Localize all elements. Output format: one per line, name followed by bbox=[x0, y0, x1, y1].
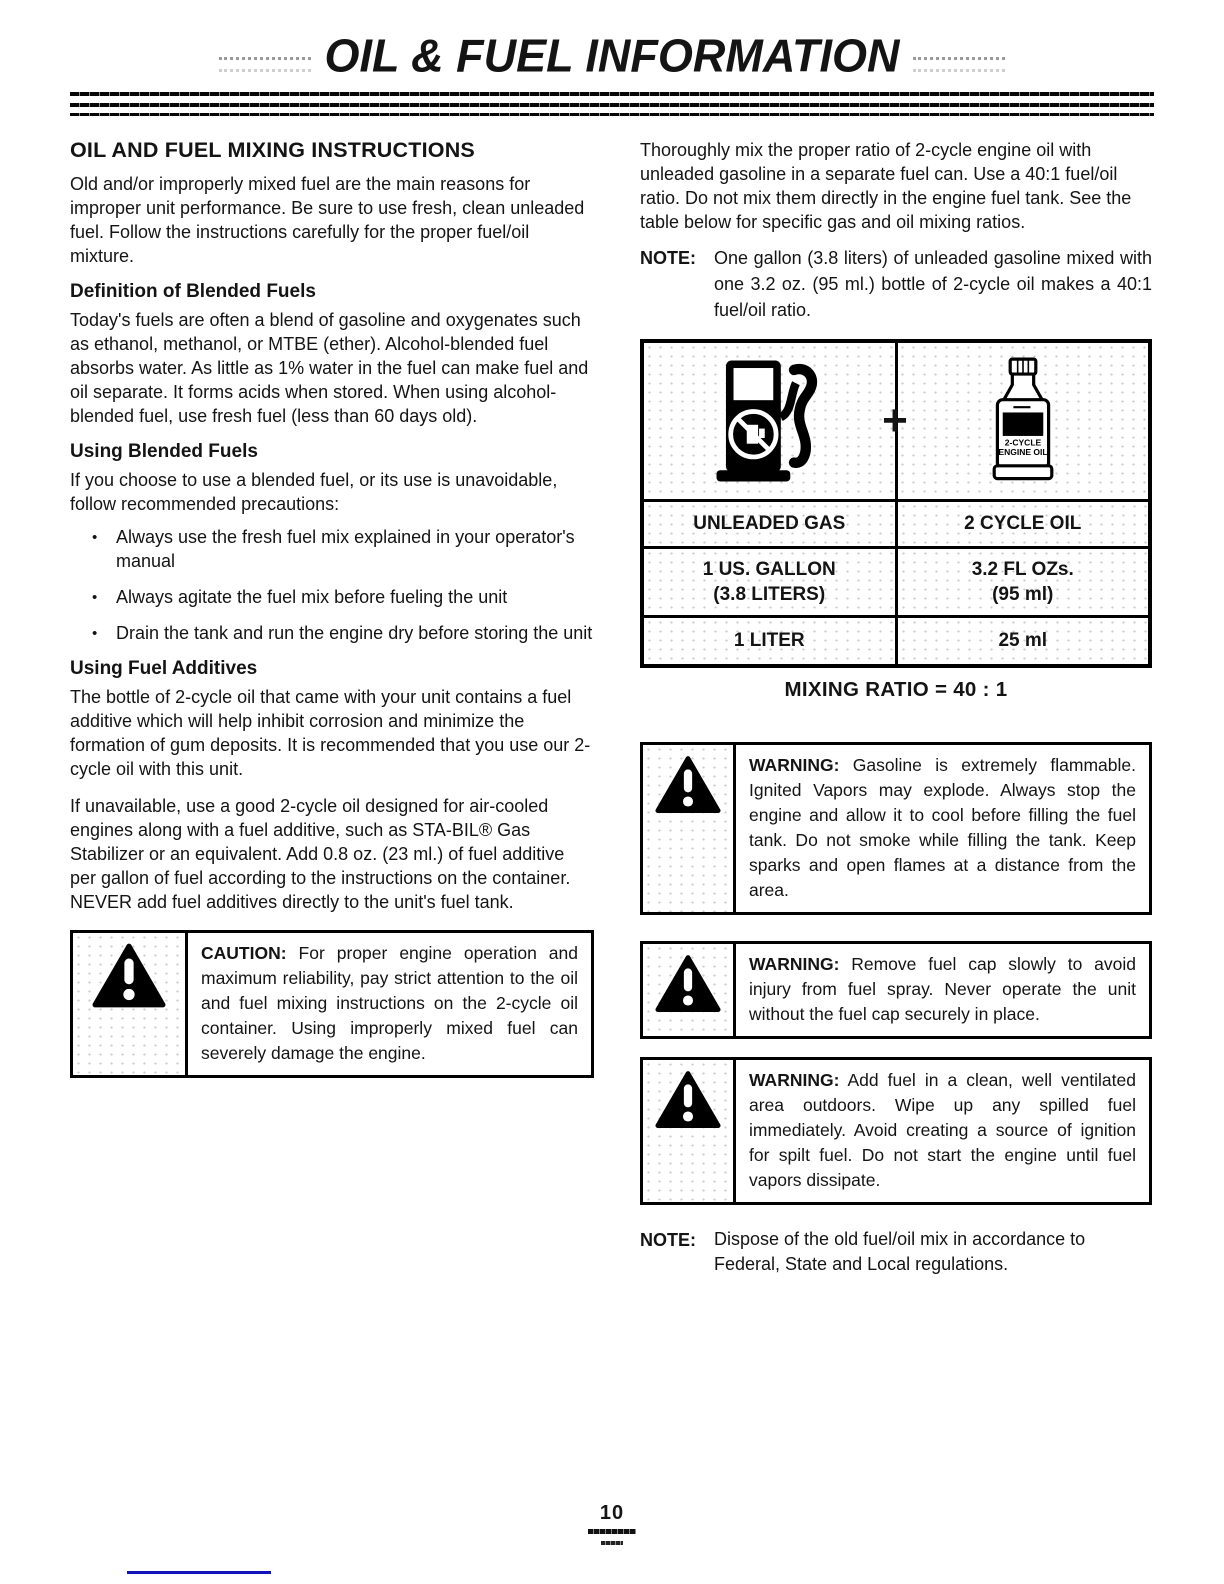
note-label: NOTE: bbox=[640, 1230, 696, 1250]
warning-triangle-icon bbox=[643, 944, 736, 1036]
table-image-row bbox=[644, 343, 1148, 499]
warning-triangle-icon bbox=[643, 1060, 736, 1202]
list-item: • Always use the fresh fuel mix explained in your operator's manual bbox=[70, 525, 594, 573]
header-rules bbox=[70, 92, 1154, 116]
subheading-definition-blended-fuels: Definition of Blended Fuels bbox=[70, 281, 316, 302]
warning-text: WARNING: Remove fuel cap slowly to avoid injury from fuel spray. Never operate the unit without the fuel cap securely in place. bbox=[749, 954, 1136, 1024]
subheading-using-fuel-additives: Using Fuel Additives bbox=[70, 658, 258, 679]
note-block-ratio bbox=[640, 245, 1152, 323]
table-header-row bbox=[644, 499, 1148, 546]
warning-text: WARNING: Add fuel in a clean, well ventilated area outdoors. Wipe up any spilled fuel immediately. Avoid creating a source of ignition for spilt fuel. Do not start the engine until fuel vapors dissipate. bbox=[749, 1070, 1136, 1190]
svg-text:2-CYCLE: 2-CYCLE bbox=[1004, 437, 1041, 448]
caution-text: CAUTION: For proper engine operation and maximum reliability, pay strict attention to the oil and fuel mixing instructions on the 2-cycle oil container. Using improperly mixed fuel can severely damage the engine. bbox=[201, 943, 578, 1063]
intro-paragraph: Old and/or improperly mixed fuel are the main reasons for improper unit performance. Be sure to use fresh, clean unleaded fuel. Follow the instructions carefully for the proper fuel/oil mixture. bbox=[70, 174, 585, 266]
warning-box-flammable bbox=[640, 742, 1152, 915]
blended-fuels-paragraph: If you choose to use a blended fuel, or its use is unavoidable, follow recommended precautions: bbox=[70, 470, 558, 514]
note-text: One gallon (3.8 liters) of unleaded gasoline mixed with one 3.2 oz. (95 ml.) bottle of 2-cycle oil makes a 40:1 fuel/oil ratio. bbox=[714, 248, 1152, 320]
page-footer bbox=[0, 1502, 1224, 1545]
cell-oil-ounces: 3.2 FL OZs. (95 ml) bbox=[898, 549, 1149, 615]
cell-gas-gallon: 1 US. GALLON (3.8 LITERS) bbox=[644, 549, 898, 615]
caution-label: CAUTION: bbox=[201, 943, 287, 963]
svg-text:ENGINE OIL: ENGINE OIL bbox=[998, 447, 1048, 458]
page-title: OIL & FUEL INFORMATION bbox=[324, 28, 900, 83]
table-row-liter bbox=[644, 615, 1148, 664]
precautions-list bbox=[70, 525, 594, 645]
page-number-dash bbox=[601, 1541, 623, 1545]
note-label: NOTE: bbox=[640, 248, 696, 268]
note-block-disposal bbox=[640, 1227, 1152, 1277]
left-column bbox=[70, 138, 594, 1293]
column-header-gas: UNLEADED GAS bbox=[644, 502, 898, 546]
caution-box bbox=[70, 930, 594, 1078]
warning-box-fuel-cap bbox=[640, 941, 1152, 1039]
mix-intro-paragraph: Thoroughly mix the proper ratio of 2-cycle engine oil with unleaded gasoline in a separate fuel can. Use a 40:1 fuel/oil ratio. Do not mix them directly in the engine fuel tank. See the table below for specific gas and oil mixing ratios. bbox=[640, 140, 1132, 232]
list-item: • Always agitate the fuel mix before fueling the unit bbox=[70, 585, 594, 609]
warning-triangle-icon bbox=[643, 745, 736, 912]
additives-paragraph-2: If unavailable, use a good 2-cycle oil designed for air-cooled engines along with a fuel additive, such as STA-BIL® Gas Stabilizer or an equivalent. Add 0.8 oz. (23 ml.) of fuel additive per gallon of fuel according to the instructions on the container. NEVER add fuel additives directly to the unit's fuel tank. bbox=[70, 796, 571, 912]
cell-oil-ml: 25 ml bbox=[898, 618, 1149, 664]
title-decor-left bbox=[219, 57, 311, 72]
table-row-gallon bbox=[644, 546, 1148, 615]
title-decor-right bbox=[913, 57, 1005, 72]
column-header-oil: 2 CYCLE OIL bbox=[898, 502, 1149, 546]
list-item: • Drain the tank and run the engine dry before storing the unit bbox=[70, 621, 594, 645]
warning-triangle-icon bbox=[73, 933, 188, 1075]
fuel-mix-table bbox=[640, 339, 1152, 668]
page-number: 10 bbox=[599, 1502, 625, 1524]
page-number-underline bbox=[588, 1529, 636, 1534]
subheading-using-blended-fuels: Using Blended Fuels bbox=[70, 441, 258, 462]
additives-paragraph-1: The bottle of 2-cycle oil that came with your unit contains a fuel additive which will help inhibit corrosion and minimize the formation of gum deposits. It is recommended that you use our 2-cycle oil with this unit. bbox=[70, 687, 591, 779]
section-heading-mixing-instructions: OIL AND FUEL MIXING INSTRUCTIONS bbox=[70, 138, 475, 162]
gas-pump-icon bbox=[644, 343, 898, 499]
note-text: Dispose of the old fuel/oil mix in accordance to Federal, State and Local regulations. bbox=[714, 1229, 1086, 1274]
plus-icon: + bbox=[882, 396, 908, 445]
warning-box-ventilation bbox=[640, 1057, 1152, 1205]
page-header bbox=[0, 0, 1224, 116]
mixing-ratio-caption: MIXING RATIO = 40 : 1 bbox=[784, 678, 1008, 701]
warning-text: WARNING: Gasoline is extremely flammable. Ignited Vapors may explode. Always stop the engine and allow it to cool before filling the fuel tank. Do not smoke while filling the tank. Keep sparks and open flames at a distance from the area. bbox=[749, 755, 1136, 900]
cell-gas-liter: 1 LITER bbox=[644, 618, 898, 664]
right-column bbox=[640, 138, 1152, 1293]
definition-paragraph: Today's fuels are often a blend of gasoline and oxygenates such as ethanol, methanol, or MTBE (ether). Alcohol-blended fuel absorbs water. As little as 1% water in the fuel can make fuel and oil separate. It forms acids when stored. When using alcohol-blended fuel, use fresh fuel (less than 60 days old). bbox=[70, 310, 589, 426]
binding-mark-line bbox=[127, 1571, 271, 1574]
oil-bottle-icon bbox=[898, 343, 1149, 499]
